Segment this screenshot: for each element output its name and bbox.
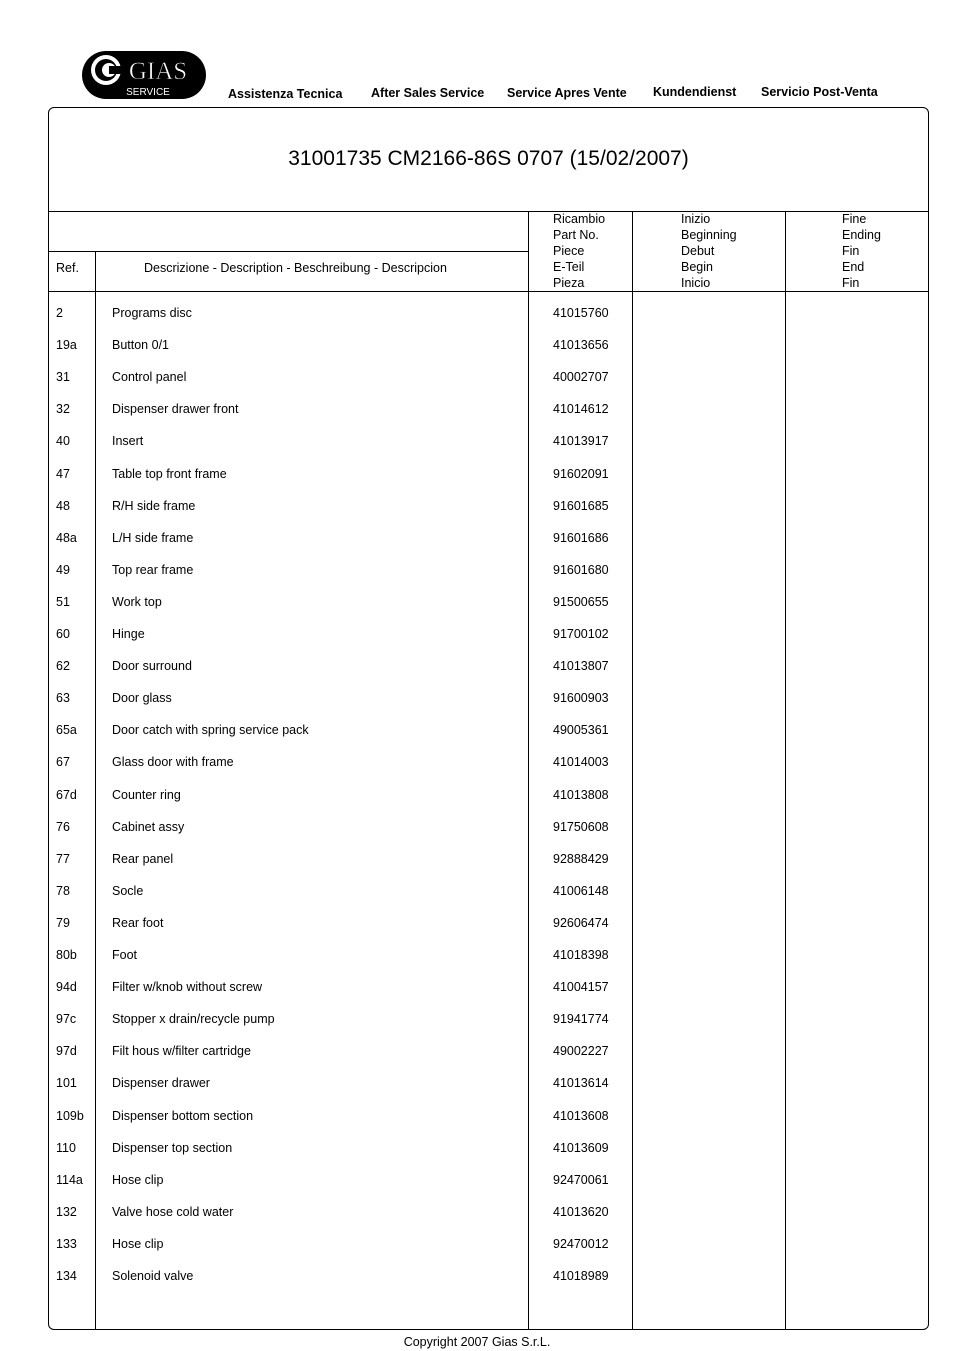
row-part-number: 91750608 <box>553 819 609 834</box>
table-row <box>0 980 954 1000</box>
table-row <box>0 820 954 840</box>
table-row <box>0 434 954 454</box>
row-part-number: 91601680 <box>553 562 609 577</box>
table-row <box>0 691 954 711</box>
table-row <box>0 563 954 583</box>
table-row <box>0 1237 954 1257</box>
header-ending-label: End <box>842 260 865 274</box>
row-part-number: 41015760 <box>553 306 609 320</box>
row-ref: 48a <box>56 530 77 545</box>
row-description: Hose clip <box>112 1236 164 1251</box>
header-ending-label: Fin <box>842 244 860 258</box>
row-ref: 63 <box>56 691 70 706</box>
row-description: Valve hose cold water <box>112 1204 234 1219</box>
column-header-beginning <box>681 211 737 291</box>
row-description: Hose clip <box>112 1172 164 1187</box>
header-part-no-label: Ricambio <box>553 212 606 226</box>
row-part-number: 41013608 <box>553 1108 609 1123</box>
row-ref: 79 <box>56 915 70 930</box>
row-description: L/H side frame <box>112 530 194 545</box>
row-part-number: 92470061 <box>553 1172 609 1187</box>
column-header-part-no <box>553 211 605 291</box>
row-part-number: 91602091 <box>553 466 609 481</box>
column-header-ref: Ref. <box>56 261 79 275</box>
document-title: 31001735 CM2166-86S 0707 (15/02/2007) <box>288 147 689 170</box>
header-link-servicio-post-venta[interactable]: Servicio Post-Venta <box>761 85 878 99</box>
table-row <box>0 627 954 647</box>
gias-service-logo <box>82 50 206 100</box>
row-part-number: 92470012 <box>553 1236 609 1251</box>
table-row <box>0 306 954 326</box>
table-row <box>0 595 954 615</box>
row-part-number: 92888429 <box>553 851 609 866</box>
row-ref: 94d <box>56 980 77 995</box>
row-ref: 134 <box>56 1269 77 1283</box>
header-ending-label: Ending <box>842 228 881 242</box>
table-row <box>0 948 954 968</box>
row-part-number: 41014612 <box>553 402 609 417</box>
row-description: Programs disc <box>112 306 192 320</box>
row-part-number: 91601686 <box>553 530 609 545</box>
table-row <box>0 723 954 743</box>
table-row <box>0 1269 954 1289</box>
row-ref: 31 <box>56 370 70 385</box>
row-part-number: 41004157 <box>553 980 609 995</box>
table-row <box>0 402 954 422</box>
row-description: Rear foot <box>112 915 164 930</box>
row-part-number: 41013808 <box>553 787 609 802</box>
header-link-assistenza[interactable]: Assistenza Tecnica <box>228 87 343 101</box>
header-part-no-label: Part No. <box>553 228 599 242</box>
header-part-no-label: Piece <box>553 244 585 258</box>
table-row <box>0 531 954 551</box>
row-ref: 19a <box>56 338 77 353</box>
row-part-number: 49005361 <box>553 723 609 738</box>
row-ref: 80b <box>56 948 77 962</box>
row-ref: 48 <box>56 498 70 513</box>
row-part-number: 91601685 <box>553 498 609 513</box>
title-divider <box>48 211 929 212</box>
logo-text: GIAS <box>128 58 188 85</box>
table-row <box>0 467 954 487</box>
column-header-ending <box>842 211 881 291</box>
row-ref: 78 <box>56 883 70 898</box>
table-row <box>0 1012 954 1032</box>
table-row <box>0 1173 954 1193</box>
row-description: Glass door with frame <box>112 755 234 770</box>
table-row <box>0 788 954 808</box>
row-part-number: 41013656 <box>553 338 609 353</box>
row-description: Door catch with spring service pack <box>112 723 309 738</box>
table-row <box>0 370 954 390</box>
row-description: Hinge <box>112 627 145 641</box>
row-part-number: 41018398 <box>553 948 609 962</box>
row-description: Dispenser drawer <box>112 1076 210 1091</box>
row-ref: 97c <box>56 1012 77 1027</box>
header-beginning-label: Beginning <box>681 228 737 242</box>
header-beginning-label: Inizio <box>681 212 711 226</box>
row-ref: 49 <box>56 562 70 577</box>
row-description: Dispenser top section <box>112 1140 233 1155</box>
table-row <box>0 1044 954 1064</box>
row-ref: 40 <box>56 434 70 449</box>
header-beginning-label: Begin <box>681 260 713 274</box>
row-ref: 60 <box>56 627 70 641</box>
header-bottom-divider <box>48 291 929 292</box>
row-description: Control panel <box>112 370 187 385</box>
row-ref: 97d <box>56 1044 77 1059</box>
column-header-description: Descrizione - Description - Beschreibung - Descripcion <box>144 261 447 275</box>
row-part-number: 91600903 <box>553 691 609 706</box>
row-ref: 76 <box>56 819 70 834</box>
table-row <box>0 1141 954 1161</box>
table-row <box>0 338 954 358</box>
header-beginning-label: Inicio <box>681 276 711 290</box>
row-ref: 67 <box>56 755 70 770</box>
row-ref: 32 <box>56 402 70 417</box>
row-ref: 101 <box>56 1076 77 1091</box>
row-part-number: 91500655 <box>553 594 609 609</box>
table-row <box>0 1109 954 1129</box>
row-ref: 65a <box>56 723 77 738</box>
row-description: Foot <box>112 948 138 962</box>
row-description: Door surround <box>112 659 192 674</box>
row-description: Counter ring <box>112 787 181 802</box>
row-description: Work top <box>112 594 162 609</box>
row-description: Solenoid valve <box>112 1269 194 1283</box>
header-ending-label: Fin <box>842 276 860 290</box>
row-description: Top rear frame <box>112 562 194 577</box>
table-row <box>0 1076 954 1096</box>
row-part-number: 41013609 <box>553 1140 609 1155</box>
row-ref: 114a <box>56 1172 83 1187</box>
row-description: Insert <box>112 434 144 449</box>
header-link-kundendienst[interactable]: Kundendienst <box>653 85 737 99</box>
row-part-number: 92606474 <box>553 915 609 930</box>
header-part-no-label: E-Teil <box>553 260 585 274</box>
row-description: Dispenser bottom section <box>112 1108 254 1123</box>
row-description: R/H side frame <box>112 498 196 513</box>
row-description: Filter w/knob without screw <box>112 980 263 995</box>
row-part-number: 41006148 <box>553 883 609 898</box>
row-ref: 133 <box>56 1236 77 1251</box>
row-part-number: 41013917 <box>553 434 609 449</box>
row-ref: 2 <box>56 306 63 320</box>
row-part-number: 49002227 <box>553 1044 609 1059</box>
row-ref: 110 <box>56 1140 76 1155</box>
header-beginning-label: Debut <box>681 244 715 258</box>
row-description: Stopper x drain/recycle pump <box>112 1012 275 1027</box>
table-row <box>0 659 954 679</box>
row-description: Door glass <box>112 691 172 706</box>
row-ref: 77 <box>56 851 70 866</box>
row-part-number: 41013620 <box>553 1204 609 1219</box>
row-ref: 132 <box>56 1204 77 1219</box>
row-part-number: 41018989 <box>553 1269 609 1283</box>
header-mid-divider <box>48 251 529 252</box>
header-link-after-sales[interactable]: After Sales Service <box>371 86 485 100</box>
row-ref: 109b <box>56 1108 84 1123</box>
logo-subtext: SERVICE <box>126 87 170 98</box>
row-description: Rear panel <box>112 851 174 866</box>
table-row <box>0 499 954 519</box>
header-part-no-label: Pieza <box>553 276 585 290</box>
row-ref: 62 <box>56 659 70 674</box>
table-row <box>0 852 954 872</box>
table-row <box>0 916 954 936</box>
row-part-number: 41013614 <box>553 1076 609 1091</box>
header-link-service-apres-vente[interactable]: Service Apres Vente <box>507 86 627 100</box>
table-row <box>0 884 954 904</box>
row-ref: 51 <box>56 594 70 609</box>
copyright-text: Copyright 2007 Gias S.r.L. <box>403 1335 551 1349</box>
header-ending-label: Fine <box>842 212 867 226</box>
row-part-number: 91941774 <box>553 1012 609 1027</box>
row-description: Filt hous w/filter cartridge <box>112 1044 251 1059</box>
row-description: Table top front frame <box>112 466 227 481</box>
row-description: Dispenser drawer front <box>112 402 239 417</box>
row-part-number: 41014003 <box>553 755 609 770</box>
table-row <box>0 755 954 775</box>
table-row <box>0 1205 954 1225</box>
row-ref: 47 <box>56 466 70 481</box>
row-ref: 67d <box>56 787 77 802</box>
row-part-number: 41013807 <box>553 659 609 674</box>
row-description: Socle <box>112 883 144 898</box>
row-description: Button 0/1 <box>112 338 169 353</box>
row-description: Cabinet assy <box>112 819 185 834</box>
row-part-number: 40002707 <box>553 370 609 385</box>
row-part-number: 91700102 <box>553 627 609 641</box>
